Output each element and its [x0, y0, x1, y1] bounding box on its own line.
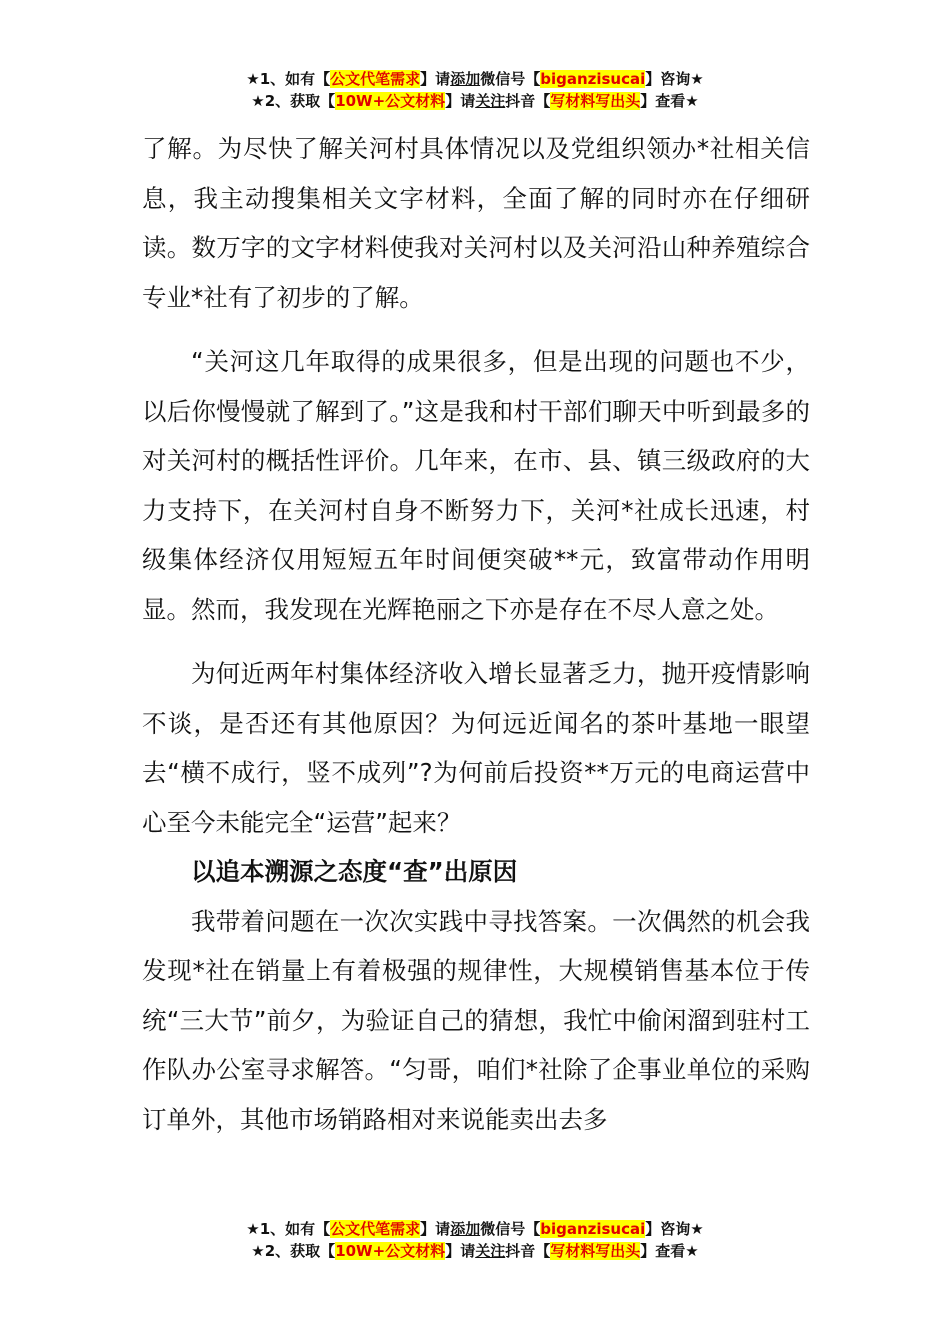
banner-text: 抖音【 — [505, 92, 551, 110]
banner-underlined-text: 关注 — [475, 1242, 506, 1260]
banner-highlight: 公文代笔需求 — [330, 1220, 421, 1238]
banner-highlight: 10W+公文材料 — [335, 92, 446, 110]
banner-underlined-text: 添加 — [450, 70, 481, 88]
banner-text: 】请 — [420, 1220, 451, 1238]
banner-text: 】咨询★ — [645, 1220, 704, 1238]
banner-underlined-text: 添加 — [450, 1220, 481, 1238]
banner-text: 】咨询★ — [645, 70, 704, 88]
banner-text: 】查看★ — [640, 1242, 699, 1260]
banner-highlight: 10W+公文材料 — [335, 1242, 446, 1260]
paragraph-2: “关河这几年取得的成果很多，但是出现的问题也不少，以后你慢慢就了解到了。”这是我和村干部们聊天中听到最多的对关河村的概括性评价。几年来，在市、县、镇三级政府的大力支持下，在关河村自身不断努力下，关河*社成长迅速，村级集体经济仅用短短五年时间便突破**元，致富带动作用明显。然而，我发现在光辉艳丽之下亦是存在不尽人意之处。 — [142, 347, 810, 624]
paragraph-4: 我带着问题在一次次实践中寻找答案。一次偶然的机会我发现*社在销量上有着极强的规律性，大规模销售基本位于传统“三大节”前夕，为验证自己的猜想，我忙中偷闲溜到驻村工作队办公室寻求解答。“匀哥，咱们*社除了企事业单位的采购订单外，其他市场销路相对来说能卖出去多 — [142, 906, 810, 1134]
banner-highlight: 写材料写出头 — [550, 92, 641, 110]
banner-text: ★1、如有【 — [246, 1220, 331, 1238]
banner-text: 】请 — [420, 70, 451, 88]
banner-text: 】请 — [445, 92, 476, 110]
banner-text: ★1、如有【 — [246, 70, 331, 88]
banner-text: 】请 — [445, 1242, 476, 1260]
banner-line-1 — [0, 1218, 950, 1240]
paragraph-3: 为何近两年村集体经济收入增长显著乏力，抛开疫情影响不谈，是否还有其他原因？为何远近闻名的茶叶基地一眼望去“横不成行，竖不成列”?为何前后投资**万元的电商运营中心至今未能完全“运营”起来？ — [142, 659, 810, 837]
footer-banner — [0, 1218, 950, 1262]
banner-highlight: biganzisucai — [540, 70, 646, 88]
banner-text: 抖音【 — [505, 1242, 551, 1260]
header-banner — [0, 68, 950, 112]
document-body — [142, 124, 810, 1144]
banner-text: ★2、获取【 — [251, 92, 336, 110]
banner-text: 微信号【 — [480, 1220, 541, 1238]
banner-text: ★2、获取【 — [251, 1242, 336, 1260]
banner-underlined-text: 关注 — [475, 92, 506, 110]
banner-line-1 — [0, 68, 950, 90]
banner-text: 】查看★ — [640, 92, 699, 110]
banner-highlight: 公文代笔需求 — [330, 70, 421, 88]
banner-highlight: 写材料写出头 — [550, 1242, 641, 1260]
banner-line-2 — [0, 1240, 950, 1262]
section-heading: 以追本溯源之态度“查”出原因 — [191, 857, 518, 886]
paragraph-1: 了解。为尽快了解关河村具体情况以及党组织领办*社相关信息，我主动搜集相关文字材料，全面了解的同时亦在仔细研读。数万字的文字材料使我对关河村以及关河沿山种养殖综合专业*社有了初步的了解。 — [142, 134, 810, 312]
banner-line-2 — [0, 90, 950, 112]
banner-highlight: biganzisucai — [540, 1220, 646, 1238]
banner-text: 微信号【 — [480, 70, 541, 88]
